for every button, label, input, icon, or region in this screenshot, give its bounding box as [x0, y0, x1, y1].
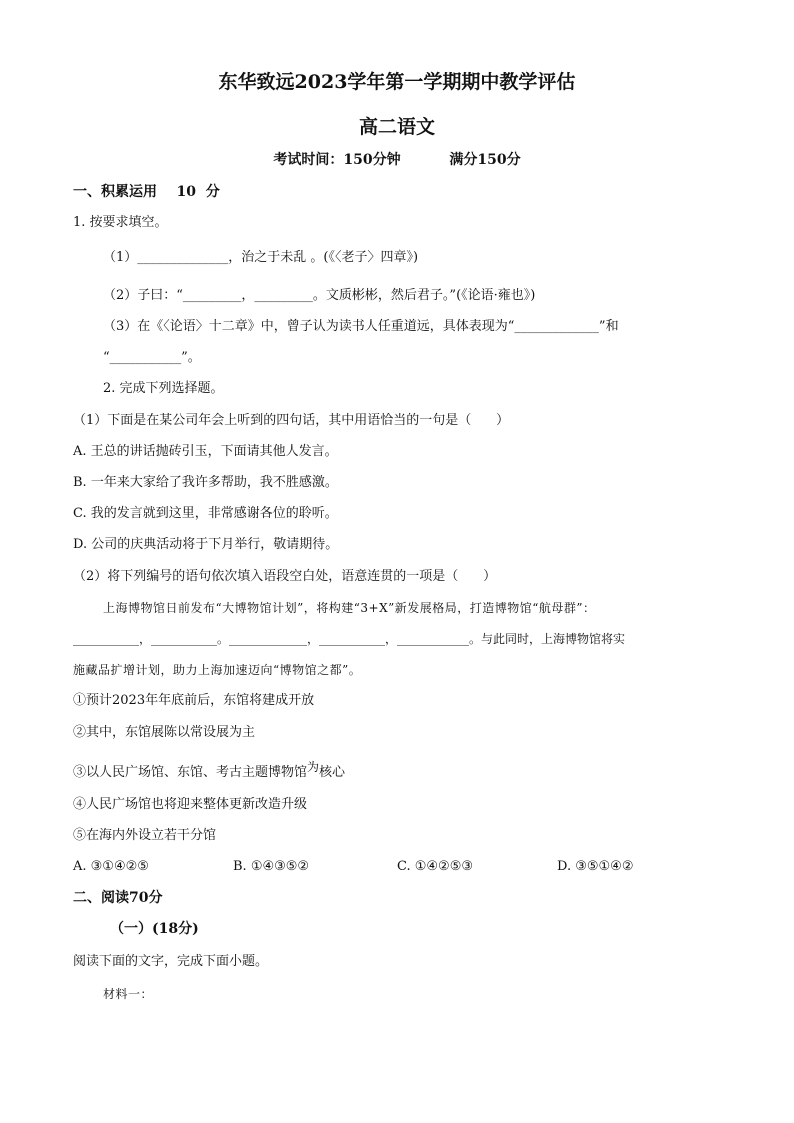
option-c: C. 我的发言就到这里，非常感谢各位的聆听。 — [73, 506, 338, 521]
choice-c: C. ①④②⑤③ — [397, 859, 474, 874]
question-1-1: （1）______________，治之于未乱 。(《〈老子〉四章》) — [103, 250, 419, 265]
item-5: ⑤在海内外设立若干分馆 — [73, 828, 217, 843]
passage-line-2: ___________，___________。_____________，___________，____________。与此同时，上海博物馆将实 — [73, 632, 626, 646]
option-a: A. 王总的讲话抛砖引玉，下面请其他人发言。 — [73, 444, 338, 459]
question-1-3-line-2: “___________”。 — [103, 350, 201, 365]
question-2-2: （2）将下列编号的语句依次填入语段空白处，语意连贯的一项是（ ） — [73, 569, 497, 584]
question-2-1: （1）下面是在某公司年会上听到的四句话，其中用语恰当的一句是（ ） — [73, 413, 510, 428]
question-1-2: （2）子曰：“_________，_________。文质彬彬，然后君子。”(《论语·雍也》) — [103, 288, 536, 303]
choice-a: A. ③①④②⑤ — [73, 859, 149, 874]
section-2-subheading: （一）(18分) — [110, 921, 199, 937]
passage-line-3: 施藏品扩增计划，助力上海加速迈向“博物馆之都”。 — [73, 663, 362, 677]
question-1-intro: 1. 按要求填空。 — [73, 215, 168, 230]
question-1-3-line-1: （3）在《〈论语〉十二章》中，曾子认为读书人任重道远，具体表现为“_____________”和 — [103, 319, 619, 334]
reading-instruction: 阅读下面的文字，完成下面小题。 — [73, 954, 269, 969]
passage-line-1: 上海博物馆日前发布“大博物馆计划”，将构建“3+X”新发展格局，打造博物馆“航母群”： — [103, 601, 596, 615]
question-2-intro: 2. 完成下列选择题。 — [103, 381, 224, 396]
material-label: 材料一： — [103, 987, 154, 1001]
item-1: ①预计2023年年底前后，东馆将建成开放 — [73, 693, 315, 708]
option-b: B. 一年来大家给了我许多帮助，我不胜感激。 — [73, 475, 338, 490]
item-3-text: ③以人民广场馆、东馆、考古主题博物馆 — [73, 765, 308, 780]
choice-b: B. ①④③⑤② — [233, 859, 310, 874]
section-2-heading: 二、阅读70分 — [73, 890, 163, 906]
item-3-text-end: 核心 — [319, 765, 346, 780]
option-d: D. 公司的庆典活动将于下月举行，敬请期待。 — [73, 537, 339, 552]
subject-title: 高二语文 — [358, 116, 435, 138]
item-4: ④人民广场馆也将迎来整体更新改造升级 — [73, 797, 308, 812]
exam-info: 考试时间：150分钟 满分150分 — [273, 152, 521, 168]
exam-title: 东华致远2023学年第一学期期中教学评估 — [218, 71, 576, 93]
item-2: ②其中，东馆展陈以常设展为主 — [73, 725, 256, 740]
choice-d: D. ③⑤①④② — [557, 859, 634, 874]
item-3 — [73, 760, 346, 782]
section-1-heading: 一、积累运用 10 分 — [73, 184, 220, 200]
item-3-raised-char: 为 — [307, 760, 320, 774]
